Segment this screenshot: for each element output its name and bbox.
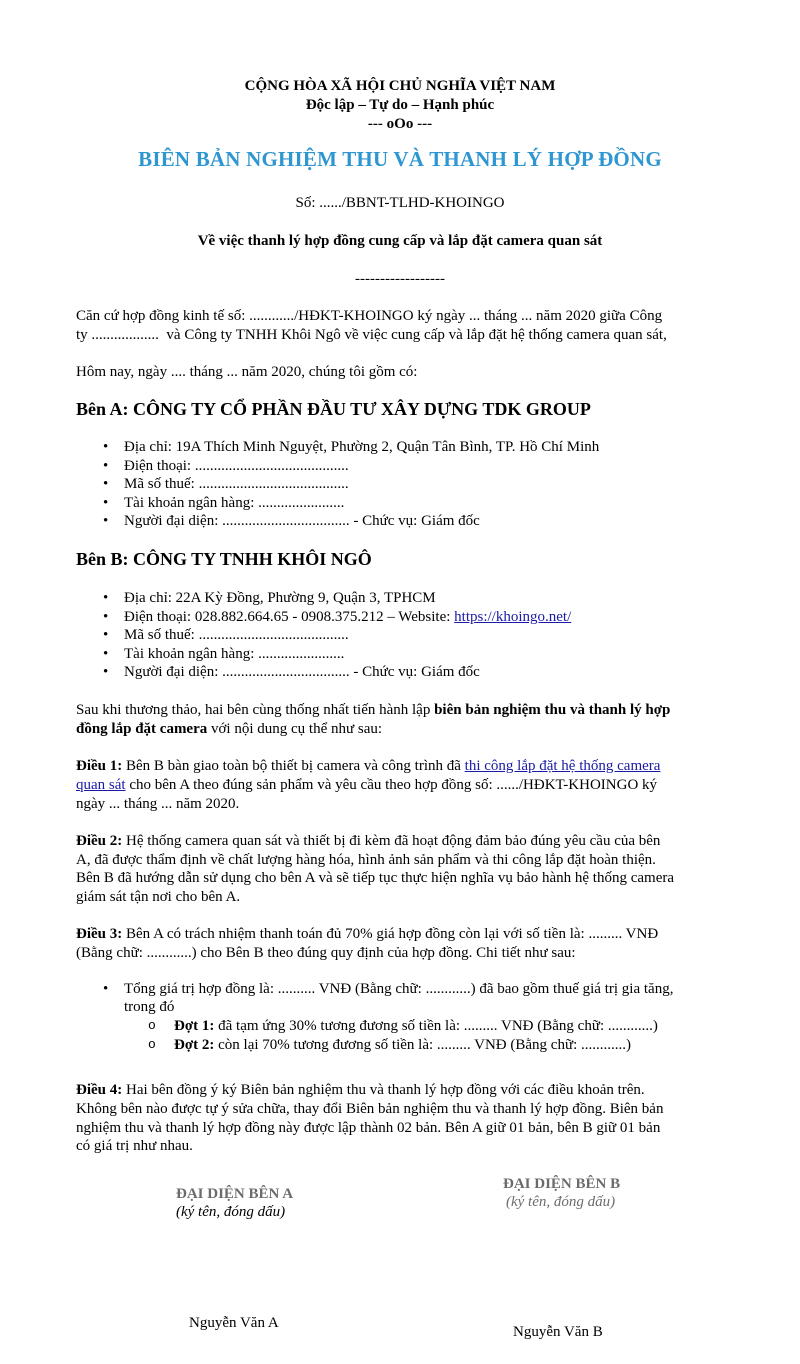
party-a-tax-code: • Mã số thuế: ........................................ bbox=[76, 475, 736, 494]
party-b-tax-code: • Mã số thuế: ........................................ bbox=[76, 626, 736, 645]
party-a-list bbox=[76, 438, 736, 531]
article-4-line-4: có giá trị như nhau. bbox=[76, 1138, 193, 1154]
signature-b-title: ĐẠI DIỆN BÊN B bbox=[503, 1176, 621, 1192]
article-4-text: Hai bên đồng ý ký Biên bản nghiệm thu và thanh lý hợp đồng với các điều khoản trên. bbox=[122, 1082, 645, 1098]
article-2-text: Hệ thống camera quan sát và thiết bị đi kèm đã hoạt động đảm bảo đúng yêu cầu của bên bbox=[122, 833, 661, 849]
party-b-heading: Bên B: CÔNG TY TNHH KHÔI NGÔ bbox=[76, 549, 372, 569]
basis-line-1: Căn cứ hợp đồng kinh tế số: ............/HĐKT-KHOINGO ký ngày ... tháng ... năm 2020 giữa Công bbox=[76, 308, 663, 324]
article-1-text: Bên B bàn giao toàn bộ thiết bị camera và công trình đã bbox=[122, 758, 465, 774]
motto: Độc lập – Tự do – Hạnh phúc bbox=[305, 97, 495, 113]
installation-link[interactable]: thi công lắp đặt hệ thống camera bbox=[464, 758, 661, 774]
agreement-text: Sau khi thương thảo, hai bên cùng thống nhất tiến hành lập bbox=[76, 702, 435, 718]
party-a-representative: • Người đại diện: .................................. - Chức vụ: Giám đốc bbox=[76, 512, 736, 531]
agreement-line-1 bbox=[76, 701, 726, 720]
article-2-line-1 bbox=[76, 832, 726, 851]
divider: ------------------ bbox=[355, 271, 445, 287]
agreement-bold: biên bản nghiệm thu và thanh lý hợp bbox=[434, 702, 671, 718]
payment-phases bbox=[146, 1017, 746, 1055]
party-b-bank-account: • Tài khoản ngân hàng: ....................... bbox=[76, 645, 736, 664]
phase-1-label: Đợt 1: bbox=[174, 1018, 215, 1034]
signature-b-note: (ký tên, đóng dấu) bbox=[506, 1194, 616, 1210]
website-link[interactable]: https://khoingo.net/ bbox=[454, 608, 572, 625]
article-4-line-1 bbox=[76, 1081, 726, 1100]
national-title: CỘNG HÒA XÃ HỘI CHỦ NGHĨA VIỆT NAM bbox=[244, 78, 556, 94]
article-1-line-3: ngày ... tháng ... năm 2020. bbox=[76, 796, 240, 812]
total-value-item: • Tổng giá trị hợp đồng là: .......... VNĐ (Bằng chữ: ............) đã bao gồm thuế giá trị gia tăng, bbox=[76, 980, 736, 999]
phase-1 bbox=[146, 1017, 746, 1036]
agreement-line-2 bbox=[76, 720, 726, 739]
party-b-phone-text: Điện thoại: 028.882.664.65 - 0908.375.212 – Website: bbox=[124, 608, 455, 625]
article-2-line-4: giám sát tận nơi cho bên A. bbox=[76, 889, 241, 905]
document-number: Số: ....../BBNT-TLHD-KHOINGO bbox=[295, 195, 505, 211]
installation-link-cont[interactable]: quan sát bbox=[76, 777, 126, 793]
article-3-text: Bên A có trách nhiệm thanh toán đủ 70% giá hợp đồng còn lại với số tiền là: ......... VNĐ bbox=[122, 926, 659, 942]
article-3-list bbox=[76, 980, 736, 999]
header-separator: --- oOo --- bbox=[367, 116, 433, 132]
article-1-line-1 bbox=[76, 757, 726, 776]
agreement-bold-2: đồng lắp đặt camera bbox=[76, 721, 208, 737]
basis-line-2: ty .................. và Công ty TNHH Khôi Ngô về việc cung cấp và lắp đặt hệ thống camera quan sát, bbox=[76, 327, 667, 343]
article-2-label: Điều 2: bbox=[76, 833, 123, 849]
article-1-label: Điều 1: bbox=[76, 758, 123, 774]
article-2-line-2: A, đã được thẩm định về chất lượng hàng hóa, hình ảnh sản phẩm và thi công lắp đặt hoàn thiện. bbox=[76, 852, 656, 868]
article-3-line-2: (Bằng chữ: ............) cho Bên B theo đúng quy định của hợp đồng. Chi tiết như sau: bbox=[76, 945, 576, 961]
party-a-address: • Địa chỉ: 19A Thích Minh Nguyệt, Phường 2, Quận Tân Bình, TP. Hồ Chí Minh bbox=[76, 438, 736, 457]
article-1-line-2 bbox=[76, 776, 726, 795]
document-subject: Về việc thanh lý hợp đồng cung cấp và lắp đặt camera quan sát bbox=[197, 233, 603, 249]
article-4-line-3: nghiệm thu và thanh lý hợp đồng này được lập thành 02 bản. Bên A giữ 01 bản, bên B giữ 01 bản bbox=[76, 1120, 661, 1136]
phase-1-text: đã tạm ứng 30% tương đương số tiền là: ......... VNĐ (Bằng chữ: ............) bbox=[214, 1018, 658, 1034]
signature-a-name: Nguyễn Văn A bbox=[189, 1315, 279, 1331]
party-a-heading: Bên A: CÔNG TY CỔ PHẦN ĐẦU TƯ XÂY DỰNG TDK GROUP bbox=[76, 399, 591, 419]
phase-2-text: còn lại 70% tương đương số tiền là: ......... VNĐ (Bằng chữ: ............) bbox=[214, 1037, 631, 1053]
article-3-line-1 bbox=[76, 925, 726, 944]
article-4-label: Điều 4: bbox=[76, 1082, 123, 1098]
article-1-text-2: cho bên A theo đúng sản phẩm và yêu cầu theo hợp đồng số: ....../HĐKT-KHOINGO ký bbox=[125, 777, 658, 793]
party-b-list bbox=[76, 589, 736, 682]
article-2-line-3: Bên B đã hướng dẫn sử dụng cho bên A và sẽ tiếp tục thực hiện nghĩa vụ bảo hành hệ thống camera bbox=[76, 870, 675, 886]
phase-2-label: Đợt 2: bbox=[174, 1037, 215, 1053]
signature-a-title: ĐẠI DIỆN BÊN A bbox=[176, 1186, 294, 1202]
party-b-representative: • Người đại diện: .................................. - Chức vụ: Giám đốc bbox=[76, 663, 736, 682]
signature-b-name: Nguyễn Văn B bbox=[513, 1324, 603, 1340]
phase-2 bbox=[146, 1036, 746, 1055]
party-a-phone: • Điện thoại: ......................................... bbox=[76, 457, 736, 476]
today-line: Hôm nay, ngày .... tháng ... năm 2020, chúng tôi gồm có: bbox=[76, 364, 418, 380]
party-a-bank-account: • Tài khoản ngân hàng: ....................... bbox=[76, 494, 736, 513]
party-b-phone bbox=[76, 608, 736, 627]
party-b-address: • Địa chỉ: 22A Kỳ Đồng, Phường 9, Quận 3, TPHCM bbox=[76, 589, 736, 608]
total-value-cont: trong đó bbox=[124, 999, 175, 1015]
article-4-line-2: Không bên nào được tự ý sửa chữa, thay đổi Biên bản nghiệm thu và thanh lý hợp đồng. Biên bản bbox=[76, 1101, 664, 1117]
agreement-text-2: với nội dung cụ thể như sau: bbox=[207, 721, 383, 737]
signature-a-note: (ký tên, đóng dấu) bbox=[176, 1204, 286, 1220]
article-3-label: Điều 3: bbox=[76, 926, 123, 942]
document-title: BIÊN BẢN NGHIỆM THU VÀ THANH LÝ HỢP ĐỒNG bbox=[138, 147, 662, 171]
